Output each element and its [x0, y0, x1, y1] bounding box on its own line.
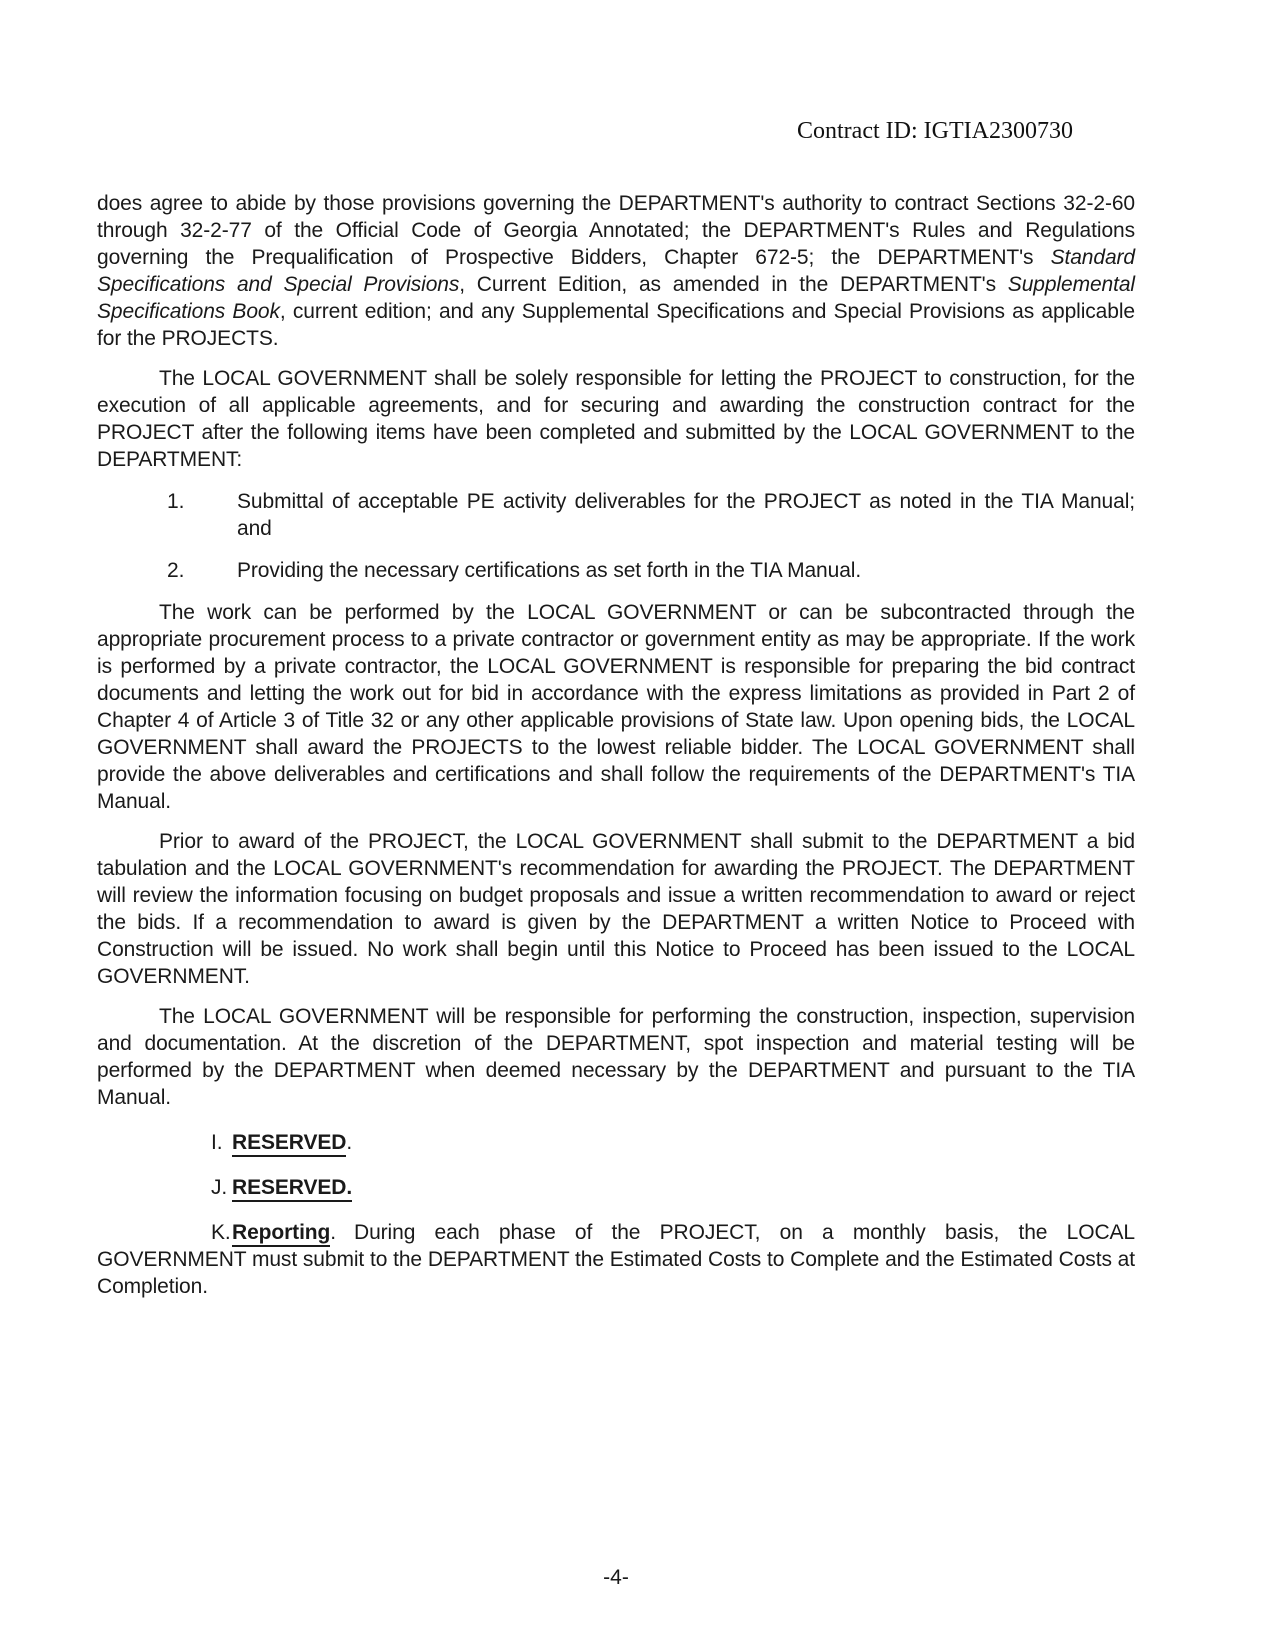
section-label-period: .: [346, 1131, 353, 1154]
page-number: -4-: [603, 1566, 629, 1589]
numbered-item-1: [97, 488, 1135, 542]
section-letter: J.: [211, 1176, 228, 1199]
paragraph-text: does agree to abide by those provisions governing the DEPARTMENT's authority to contract Sections 32-2-60 through 32-2-77 of the Official Code of Georgia Annotated; the DEPARTMENT's Rules and Regulations governing the Prequalification of Prospective Bidders, Chapter 672-5; the DEPARTMENT's: [97, 192, 1135, 269]
contract-id-label: Contract ID:: [797, 118, 918, 144]
section-letter: K.: [211, 1221, 231, 1244]
paragraph-award-process: Prior to award of the PROJECT, the LOCAL GOVERNMENT shall submit to the DEPARTMENT a bid tabulation and the LOCAL GOVERNMENT's recommendation for awarding the PROJECT. The DEPARTMENT will review the information focusing on budget proposals and issue a written recommendation to award or reject the bids. If a recommendation to award is given by the DEPARTMENT a written Notice to Proceed with Construction will be issued. No work shall begin until this Notice to Proceed has been issued to the LOCAL GOVERNMENT.: [97, 830, 1135, 988]
contract-id-value: IGTIA2300730: [923, 118, 1073, 144]
paragraph-specifications: [97, 190, 1135, 352]
section-text: During each phase of the PROJECT, on a monthly basis, the LOCAL GOVERNMENT must submit to the DEPARTMENT the Estimated Costs to Complete and the Estimated Costs at Completion.: [97, 1221, 1135, 1298]
section-label: RESERVED.: [232, 1176, 352, 1202]
paragraph-text: , Current Edition, as amended in the DEPARTMENT's: [459, 273, 1008, 296]
section-label: Reporting: [232, 1221, 330, 1247]
paragraph-letting-responsibility: The LOCAL GOVERNMENT shall be solely responsible for letting the PROJECT to construction, for the execution of all applicable agreements, and for securing and awarding the construction contract for the PROJECT after the following items have been completed and submitted by the LOCAL GOVERNMENT to the DEPARTMENT:: [97, 367, 1135, 471]
section-label: RESERVED: [232, 1131, 346, 1157]
section-item-K: [97, 1219, 1135, 1300]
paragraph-construction-inspection: The LOCAL GOVERNMENT will be responsible for performing the construction, inspection, supervision and documentation. At the discretion of the DEPARTMENT, spot inspection and material testing will be performed by the DEPARTMENT when deemed necessary by the DEPARTMENT and pursuant to the TIA Manual.: [97, 1005, 1135, 1109]
italic-book-title: Standard Specifications and Special Provisions: [97, 246, 1135, 296]
section-label-period: .: [330, 1221, 337, 1244]
document-body: [97, 190, 1135, 1313]
section-item-I: [97, 1129, 1135, 1156]
item-number: 1.: [167, 490, 185, 513]
section-letter: I.: [211, 1131, 223, 1154]
item-text: Submittal of acceptable PE activity deliverables for the PROJECT as noted in the TIA Manual; and: [237, 490, 1135, 540]
italic-book-title: Supplemental Specifications Book: [97, 273, 1136, 323]
section-item-J: [97, 1174, 1135, 1201]
item-number: 2.: [167, 559, 185, 582]
numbered-item-2: [97, 557, 1135, 584]
paragraph-text: , current edition; and any Supplemental Specifications and Special Provisions as applicable for the PROJECTS.: [97, 300, 1135, 350]
paragraph-work-performance: The work can be performed by the LOCAL GOVERNMENT or can be subcontracted through the appropriate procurement process to a private contractor or government entity as may be appropriate. If the work is performed by a private contractor, the LOCAL GOVERNMENT is responsible for preparing the bid contract documents and letting the work out for bid in accordance with the express limitations as provided in Part 2 of Chapter 4 of Article 3 of Title 32 or any other applicable provisions of State law. Upon opening bids, the LOCAL GOVERNMENT shall award the PROJECTS to the lowest reliable bidder. The LOCAL GOVERNMENT shall provide the above deliverables and certifications and shall follow the requirements of the DEPARTMENT's TIA Manual.: [97, 601, 1135, 813]
item-text: Providing the necessary certifications as set forth in the TIA Manual.: [237, 559, 862, 582]
contract-id-line: [797, 118, 1073, 145]
